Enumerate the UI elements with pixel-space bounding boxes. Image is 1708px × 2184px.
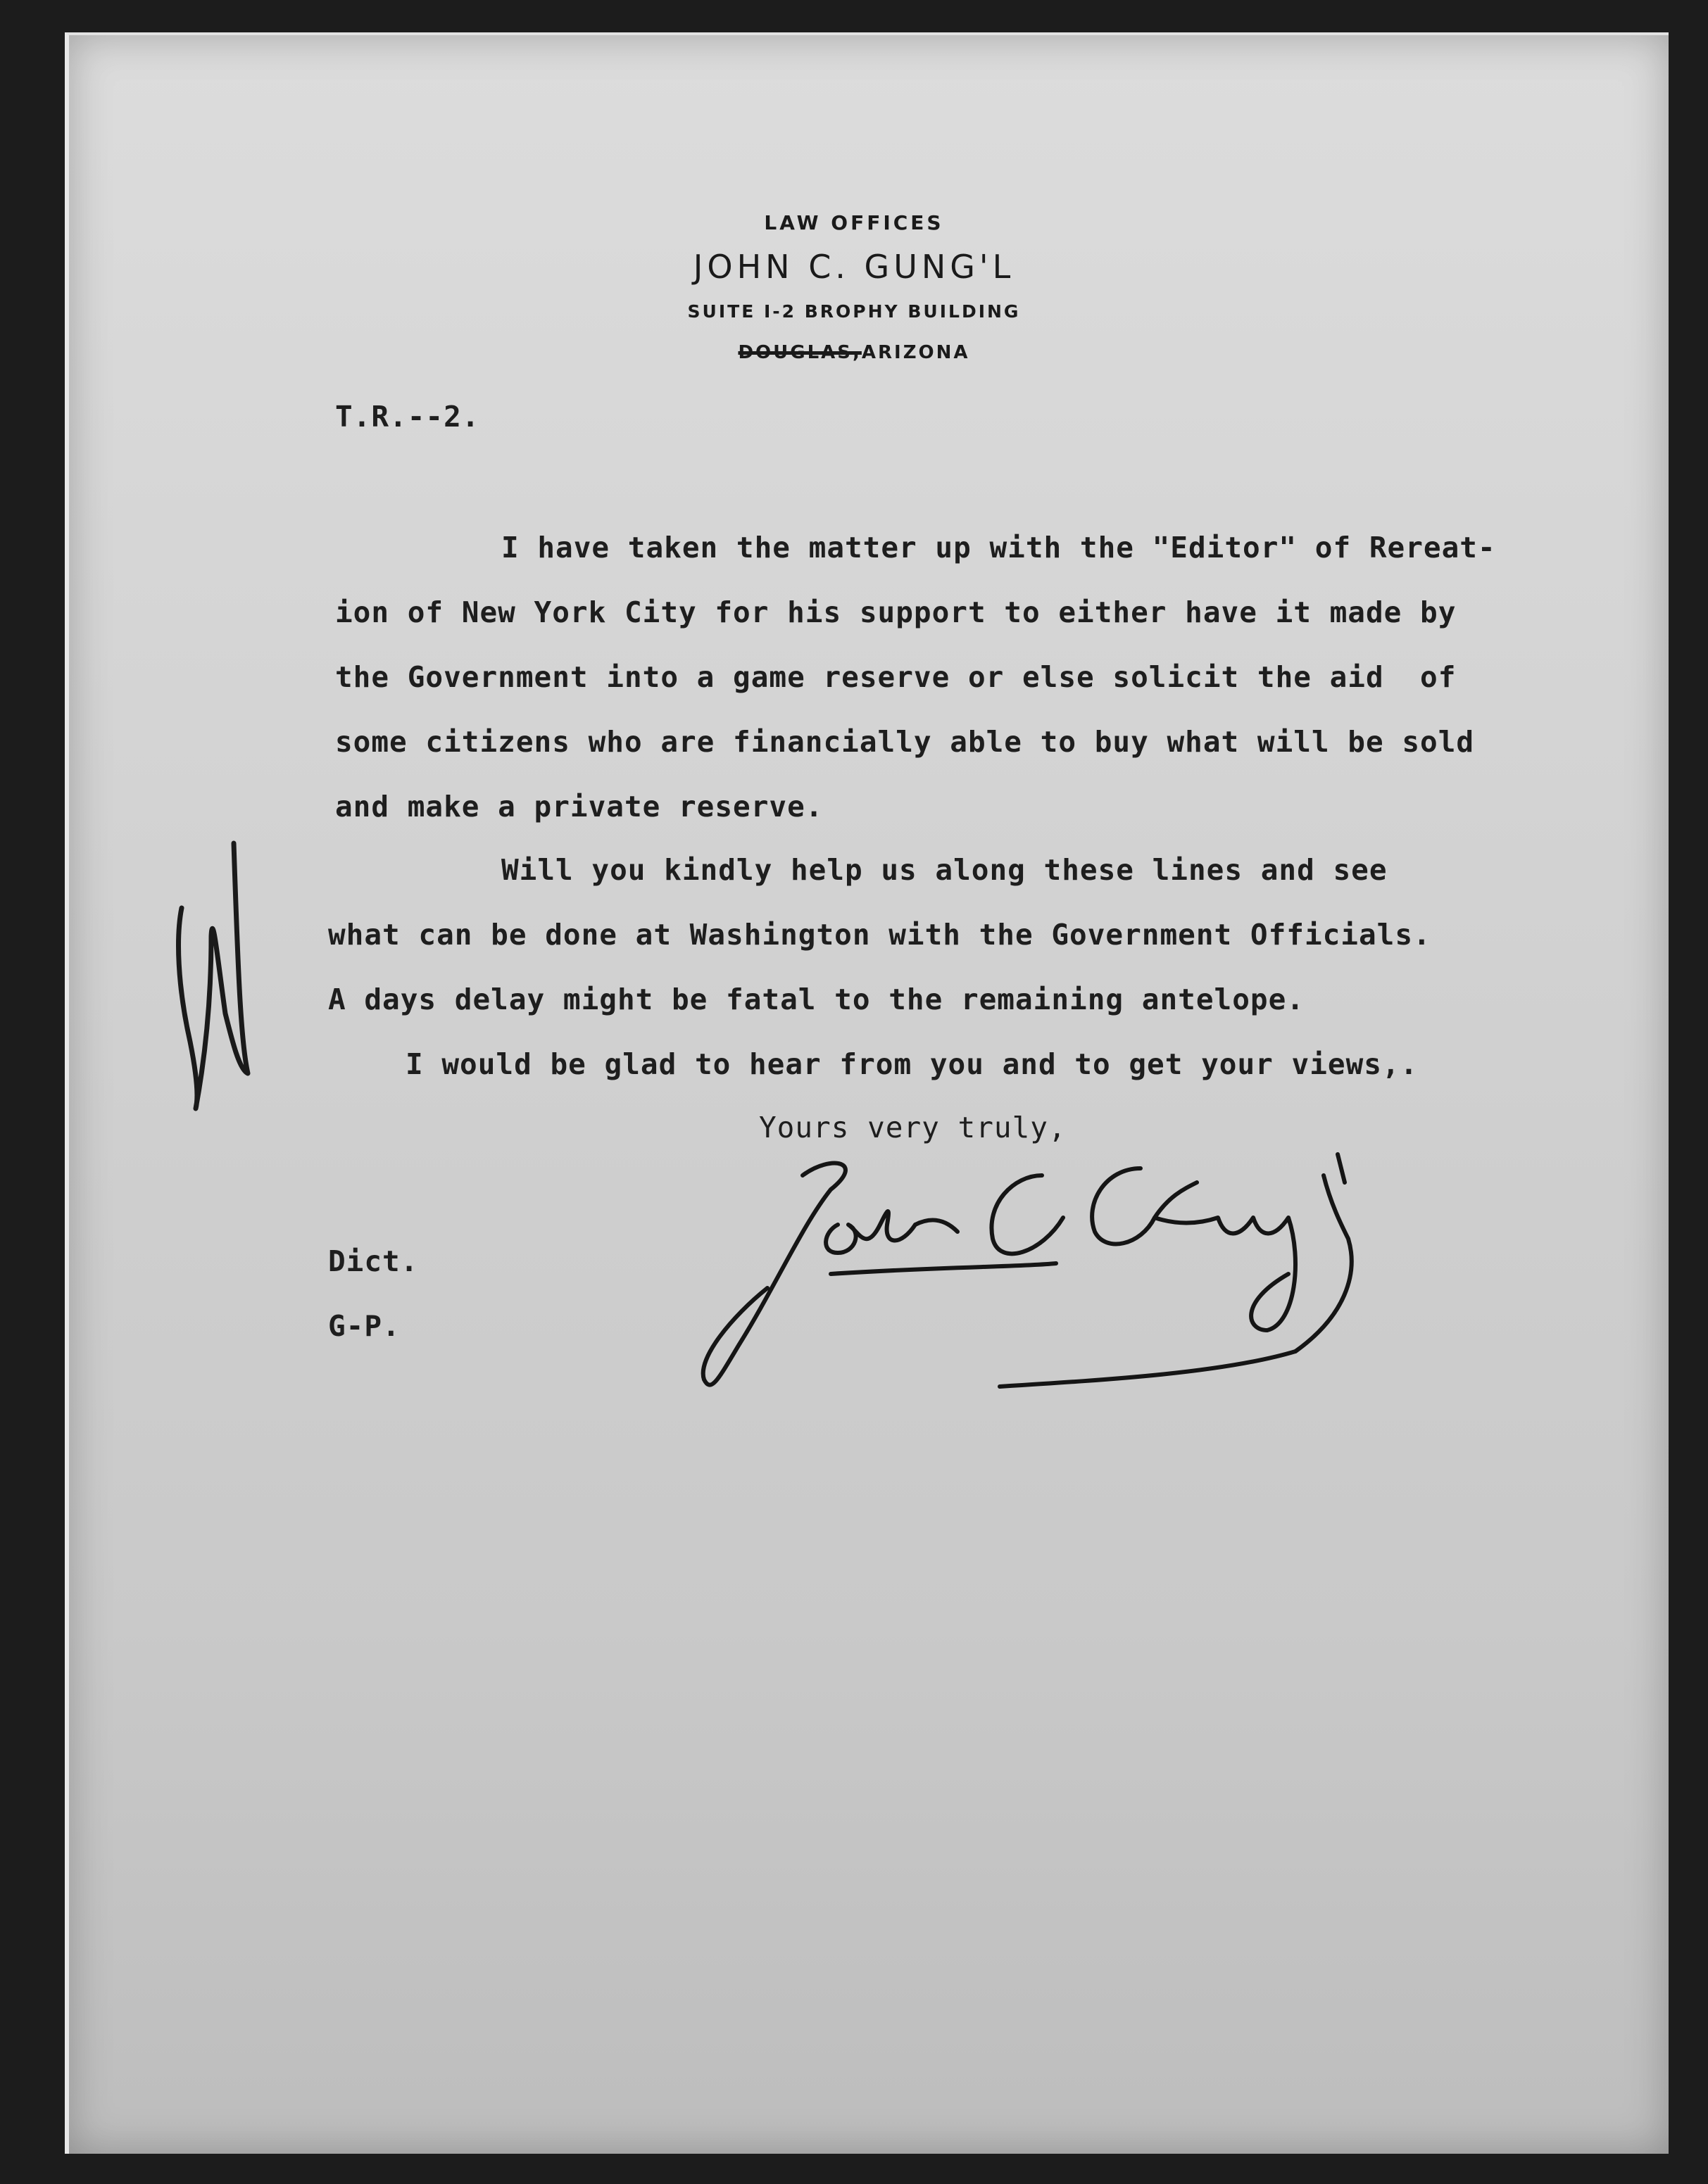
paragraph-1-line-1: I have taken the matter up with the "Editor" of Rereat-: [501, 531, 1496, 564]
paragraph-1-line-3: the Government into a game reserve or else solicit the aid of: [335, 660, 1457, 694]
dictation-line: Dict.: [328, 1244, 419, 1278]
paragraph-1-line-2: ion of New York City for his support to either have it made by: [335, 595, 1457, 629]
reference-line: T.R.--2.: [335, 400, 480, 434]
letterhead-name: JOHN C. GUNG'L: [693, 248, 1015, 286]
margin-mark-icon: [162, 831, 268, 1112]
paragraph-1-line-5: and make a private reserve.: [335, 790, 824, 823]
letterhead-state: ARIZONA: [861, 342, 970, 363]
paragraph-2-line-3: A days delay might be fatal to the remaining antelope.: [328, 983, 1305, 1016]
letterhead-city-struck: DOUGLAS,: [738, 342, 862, 363]
signature-icon: [690, 1147, 1422, 1401]
paragraph-3: I would be glad to hear from you and to get your views,.: [406, 1047, 1419, 1081]
paragraph-1-line-4: some citizens who are financially able to buy what will be sold: [335, 725, 1475, 759]
typist-initials: G-P.: [328, 1309, 401, 1343]
paragraph-2-line-2: what can be done at Washington with the Government Officials.: [328, 918, 1431, 952]
closing: Yours very truly,: [759, 1111, 1067, 1144]
letterhead-offices: LAW OFFICES: [764, 211, 944, 234]
letterhead-suite: SUITE I-2 BROPHY BUILDING: [687, 301, 1021, 322]
letterhead-city: [0, 342, 1708, 363]
paragraph-2-line-1: Will you kindly help us along these lines and see: [501, 853, 1388, 887]
